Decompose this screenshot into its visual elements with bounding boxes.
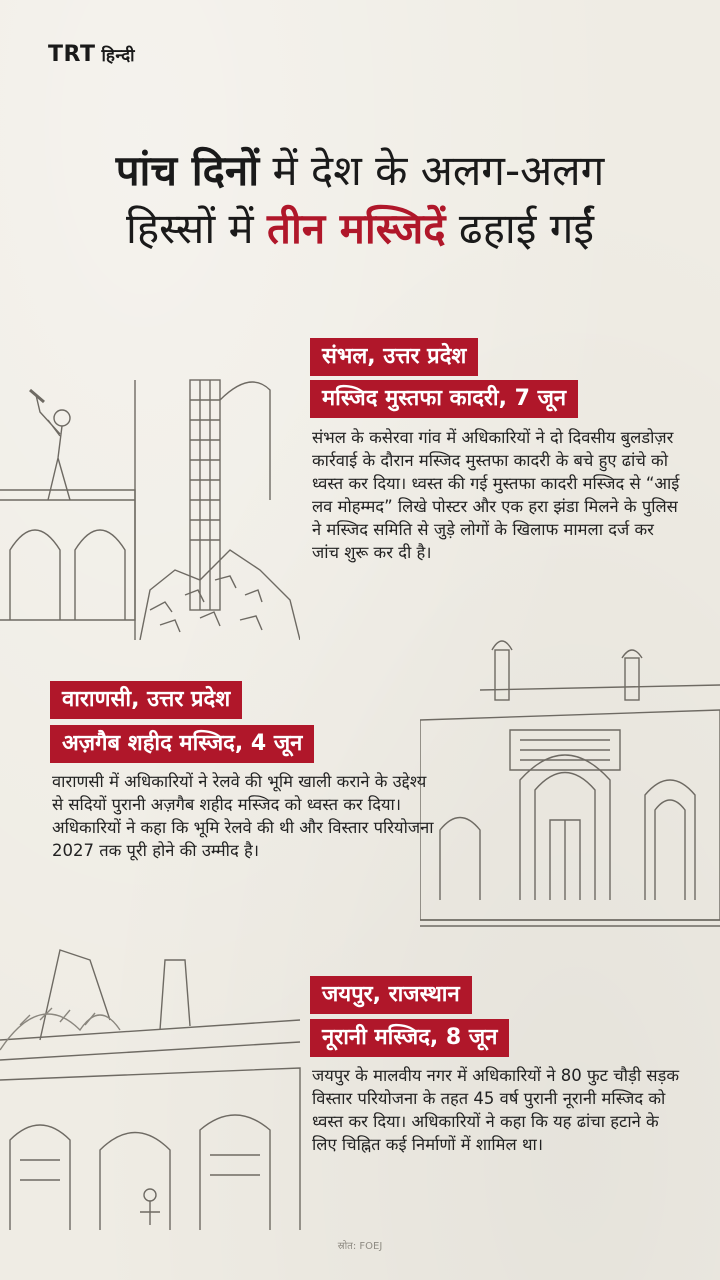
section-2-description: वाराणसी में अधिकारियों ने रेलवे की भूमि खाली कराने के उद्देश्य से सदियों पुरानी अज़गैब शहीद मस्जिद को ध्वस्त कर दिया। अधिकारियों ने कहा कि भूमि रेलवे की थी और विस्तार परियोजना 2027 तक पूरी होने की उम्मीद है। bbox=[52, 772, 434, 860]
headline-red-highlight: तीन मस्जिदें bbox=[267, 204, 446, 253]
headline-bold: पांच दिनों bbox=[115, 146, 260, 195]
headline-line2-start: हिस्सों में bbox=[125, 204, 268, 253]
headline-line-1 bbox=[0, 142, 720, 200]
source-credit: स्रोत: FOEJ bbox=[337, 1241, 383, 1252]
headline-line2-end: ढहाई गईं bbox=[445, 204, 594, 253]
headline-line-2 bbox=[0, 200, 720, 258]
headline-line1-rest: में देश के अलग-अलग bbox=[259, 146, 605, 195]
brand-logo bbox=[48, 42, 135, 67]
demolition-worker-sketch bbox=[0, 340, 300, 640]
jaipur-building-sketch bbox=[0, 930, 320, 1230]
brand-suffix: हिन्दी bbox=[101, 46, 136, 66]
section-2-location-label: वाराणसी, उत्तर प्रदेश bbox=[50, 681, 242, 719]
varanasi-mosque-sketch bbox=[420, 630, 720, 930]
section-1-description: संभल के कसेरवा गांव में अधिकारियों ने दो दिवसीय बुलडोज़र कार्रवाई के दौरान मस्जिद मुस्तफा कादरी के बचे हुए ढांचे को ध्वस्त कर दिया। ध्वस्त की गई मुस्तफा कादरी मस्जिद से “आई लव मोहम्मद” लिखे पोस्टर और एक हरा झंडा मिलने के पुलिस ने मस्जिद समिति से जुड़े लोगों के खिलाफ मामला दर्ज कर जांच शुरू कर दी है। bbox=[312, 428, 680, 562]
section-1-mosque-label: मस्जिद मुस्तफा कादरी, 7 जून bbox=[310, 380, 578, 418]
section-1-location-label: संभल, उत्तर प्रदेश bbox=[310, 338, 478, 376]
headline bbox=[0, 142, 720, 258]
section-2-mosque-label: अज़गैब शहीद मस्जिद, 4 जून bbox=[50, 725, 314, 763]
section-3-location-label: जयपुर, राजस्थान bbox=[310, 976, 472, 1014]
section-3-mosque-label: नूरानी मस्जिद, 8 जून bbox=[310, 1019, 509, 1057]
brand-name: TRT bbox=[48, 42, 96, 67]
section-3-description: जयपुर के मालवीय नगर में अधिकारियों ने 80 फुट चौड़ी सड़क विस्तार परियोजना के तहत 45 वर्ष पुरानी नूरानी मस्जिद को ध्वस्त कर दिया। अधिकारियों ने कहा कि यह ढांचा हटाने के लिए चिह्नित कई निर्माणों में शामिल था। bbox=[312, 1066, 679, 1154]
